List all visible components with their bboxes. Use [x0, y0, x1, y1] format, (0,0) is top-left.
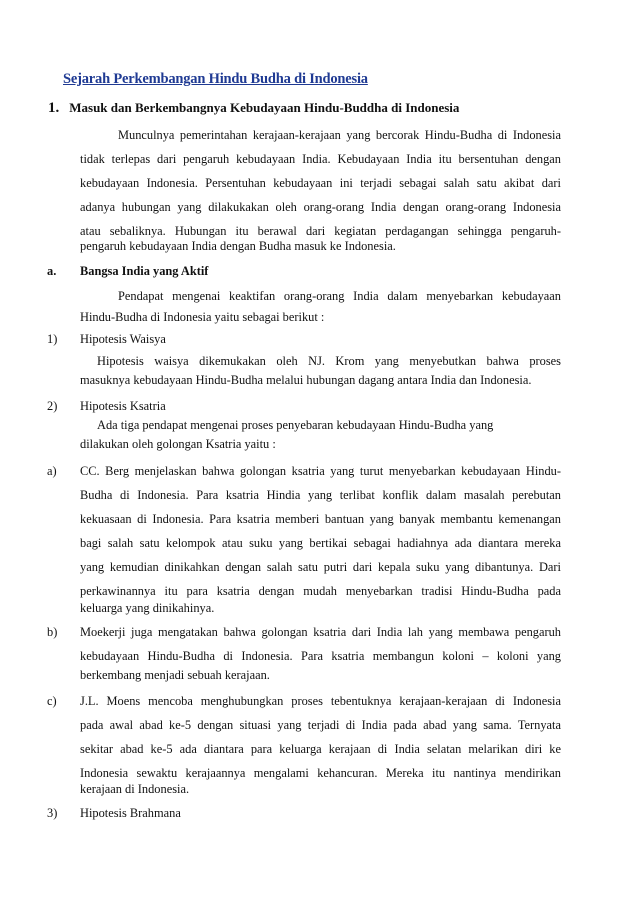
- list-marker: c): [47, 694, 57, 708]
- paragraph-line: kebudayaan Indonesia. Persentuhan kebudayaan ini terjadi sebagai salah satu akibat dari: [80, 176, 561, 190]
- paragraph-line: Munculnya pemerintahan kerajaan-kerajaan yang bercorak Hindu-Budha di Indonesia: [118, 128, 561, 142]
- section-number: 1.: [48, 100, 60, 116]
- paragraph-line: keluarga yang dinikahinya.: [80, 601, 215, 615]
- paragraph-line: Hindu-Budha di Indonesia yaitu sebagai berikut :: [80, 310, 325, 324]
- paragraph-line: tidak terlepas dari pengaruh kebudayaan India. Kebudayaan India itu bersentuhan dengan: [80, 152, 561, 166]
- section-title: Masuk dan Berkembangnya Kebudayaan Hindu-Buddha di Indonesia: [69, 100, 460, 115]
- paragraph-line: Indonesia sewaktu kerajaannya mengalami kehancuran. Mereka itu nantinya mendirikan: [80, 766, 561, 780]
- list-marker: 2): [47, 399, 58, 413]
- paragraph-line: adanya hubungan yang dilakukakan oleh orang-orang India dengan orang-orang Indonesia: [80, 200, 561, 214]
- paragraph-line: J.L. Moens mencoba menghubungkan proses tebentuknya kerajaan-kerajaan di Indonesia: [80, 694, 561, 708]
- paragraph-line: perkawinannya itu para ksatria dengan mudah menyebarkan tradisi Hindu-Budha pada: [80, 584, 561, 598]
- subsection-heading: Hipotesis Waisya: [80, 332, 166, 346]
- section-1-heading: [48, 100, 459, 117]
- paragraph-line: pengaruh kebudayaan India dengan Budha masuk ke Indonesia.: [80, 239, 396, 253]
- list-marker: 3): [47, 806, 58, 820]
- paragraph-line: dilakukan oleh golongan Ksatria yaitu :: [80, 437, 276, 451]
- paragraph-line: yang kemudian dinikahkan dengan salah satu putri dari kepala suku yang dibantunya. Dari: [80, 560, 561, 574]
- paragraph-line: bagi salah satu kelompok atau suku yang bertikai sebagai hadiahnya ada diantara mereka: [80, 536, 561, 550]
- paragraph-line: kekuasaan di Indonesia. Para ksatria memberi bantuan yang banyak membantu kemenangan: [80, 512, 561, 526]
- paragraph-line: Budha di Indonesia. Para ksatria Hindia yang terlibat konflik dalam masalah perebutan: [80, 488, 561, 502]
- document-title: Sejarah Perkembangan Hindu Budha di Indonesia: [63, 71, 368, 87]
- paragraph-line: Pendapat mengenai keaktifan orang-orang India dalam menyebarkan kebudayaan: [118, 289, 561, 303]
- paragraph-line: Ada tiga pendapat mengenai proses penyebaran kebudayaan Hindu-Budha yang: [97, 418, 494, 432]
- subsection-heading: Hipotesis Ksatria: [80, 399, 166, 413]
- list-marker: a.: [47, 264, 57, 278]
- list-marker: b): [47, 625, 58, 639]
- paragraph-line: CC. Berg menjelaskan bahwa golongan ksatria yang turut menyebarkan kebudayaan Hindu-: [80, 464, 561, 478]
- paragraph-line: masuknya kebudayaan Hindu-Budha melalui hubungan dagang antara India dan Indonesia.: [80, 373, 532, 387]
- subsection-heading: Bangsa India yang Aktif: [80, 264, 209, 278]
- paragraph-line: pada awal abad ke-5 dengan situasi yang terjadi di India pada abad yang sama. Ternyata: [80, 718, 561, 732]
- paragraph-line: berkembang menjadi sebuah kerajaan.: [80, 668, 270, 682]
- list-marker: a): [47, 464, 57, 478]
- subsection-heading: Hipotesis Brahmana: [80, 806, 181, 820]
- list-marker: 1): [47, 332, 58, 346]
- paragraph-line: sekitar abad ke-5 ada diantara para keluarga kerajaan di India selatan melarikan diri ke: [80, 742, 561, 756]
- paragraph-line: Moekerji juga mengatakan bahwa golongan ksatria dari India lah yang membawa pengaruh: [80, 625, 561, 639]
- paragraph-line: kebudayaan Hindu-Budha di Indonesia. Para ksatria membangun koloni – koloni yang: [80, 649, 561, 663]
- paragraph-line: kerajaan di Indonesia.: [80, 782, 190, 796]
- paragraph-line: atau sebaliknya. Hubungan itu berawal dari kegiatan perdagangan sehingga pengaruh-: [80, 224, 561, 238]
- paragraph-line: Hipotesis waisya dikemukakan oleh NJ. Krom yang menyebutkan bahwa proses: [97, 354, 561, 368]
